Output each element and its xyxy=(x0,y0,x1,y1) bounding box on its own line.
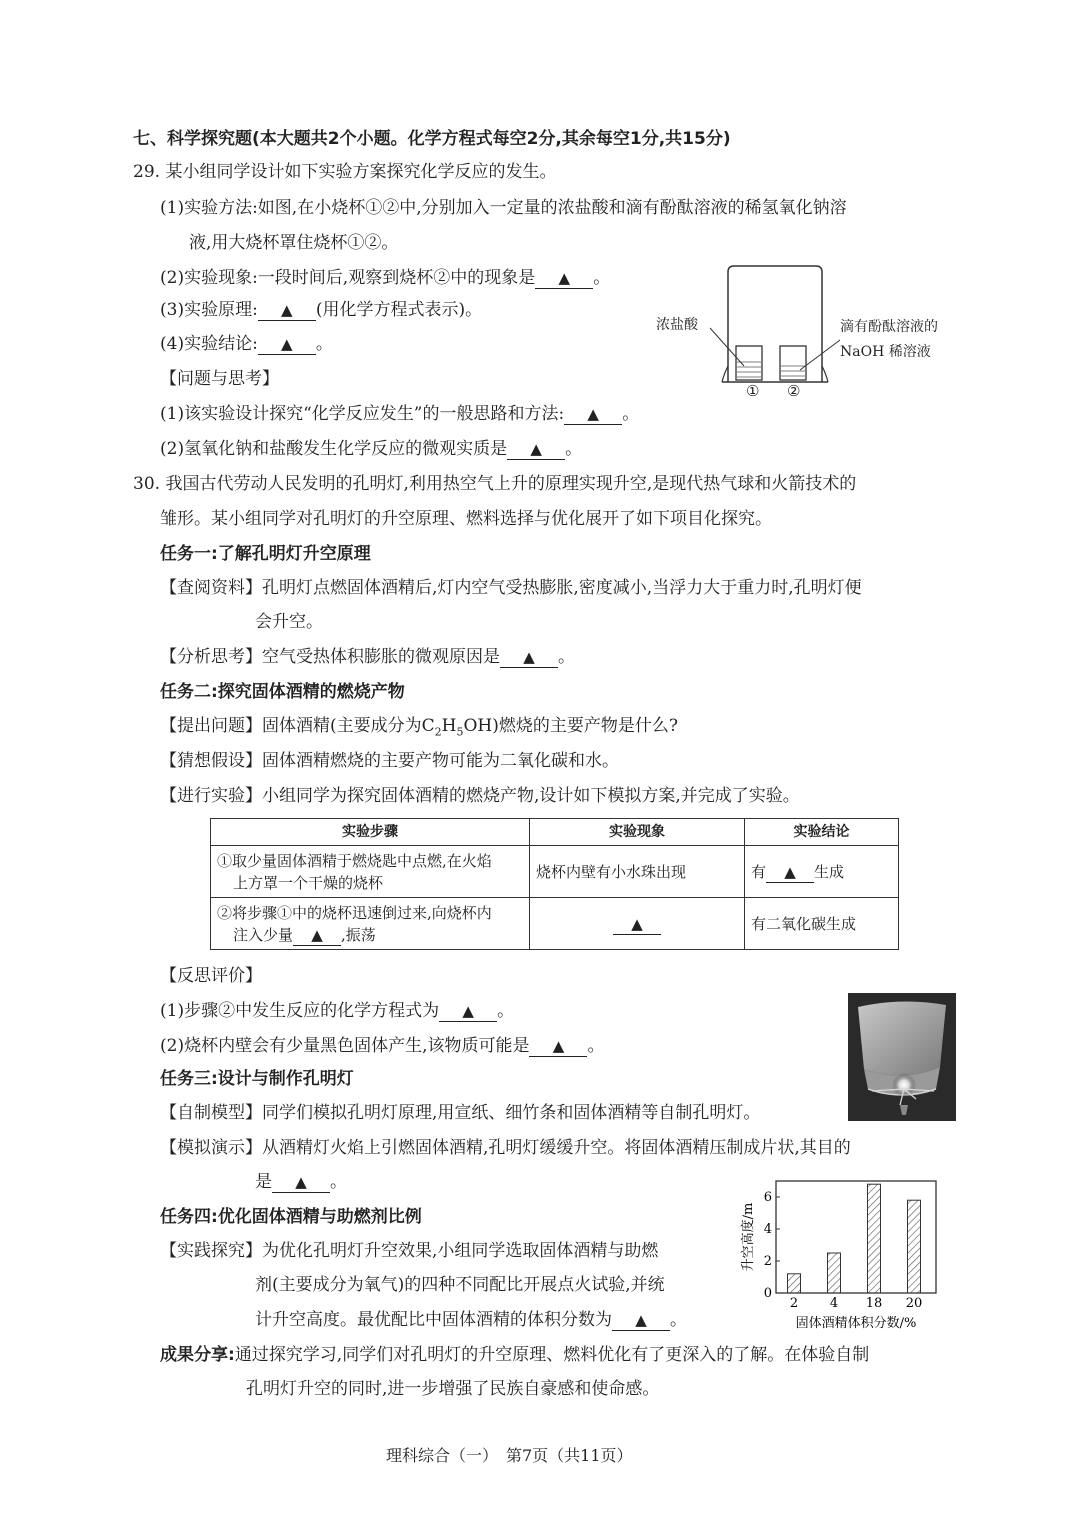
q29-conclusion-text: (4)实验结论: xyxy=(160,334,258,354)
q29-think-1-text: (1)该实验设计探究“化学反应发生”的一般思路和方法: xyxy=(160,404,565,424)
row2-step xyxy=(211,898,530,950)
experiment-text: 小组同学为探究固体酒精的燃烧产物,设计如下模拟方案,并完成了实验。 xyxy=(262,786,800,806)
practice-line-1 xyxy=(160,1239,658,1263)
blank-marker: ▲ xyxy=(558,269,570,287)
share-text-1: 通过探究学习,同学们对孔明灯的升空原理、燃料优化有了更深入的了解。在体验自制 xyxy=(234,1345,870,1365)
period: 。 xyxy=(565,439,583,459)
question-text-b: H xyxy=(441,716,457,736)
answer-blank[interactable] xyxy=(500,647,558,668)
answer-blank[interactable] xyxy=(535,268,593,289)
answer-blank[interactable] xyxy=(529,1036,587,1057)
blank-marker: ▲ xyxy=(635,1311,647,1329)
task-2-heading: 任务二:探究固体酒精的燃烧产物 xyxy=(160,682,405,702)
y-axis-label: 升空高度/m xyxy=(741,1202,756,1272)
demo-tag: 【模拟演示】 xyxy=(160,1138,262,1158)
practice-line-3 xyxy=(255,1308,687,1332)
q29-phenomenon-text: (2)实验现象:一段时间后,观察到烧杯②中的现象是 xyxy=(160,268,536,288)
blank-marker: ▲ xyxy=(631,914,643,933)
analyze-line xyxy=(160,645,575,669)
header-phenomenon: 实验现象 xyxy=(530,819,745,846)
period: 。 xyxy=(315,334,333,354)
hypothesis-line xyxy=(160,749,619,773)
row1-step xyxy=(211,846,530,898)
share-tag: 成果分享: xyxy=(160,1345,235,1365)
rise-height-bar-chart xyxy=(738,1175,950,1335)
page-footer: 理科综合（一） 第7页（共11页） xyxy=(386,1446,633,1465)
blank-marker: ▲ xyxy=(281,335,293,353)
row1-step-line1: ①取少量固体酒精于燃烧匙中点燃,在火焰 xyxy=(217,851,492,870)
blank-marker: ▲ xyxy=(587,405,599,423)
practice-tag: 【实践探究】 xyxy=(160,1241,262,1261)
bar-18 xyxy=(868,1184,881,1293)
bar-20 xyxy=(908,1200,921,1293)
x-tick-label: 4 xyxy=(829,1296,839,1311)
question-text-a: 固体酒精(主要成分为C xyxy=(262,716,435,736)
task-4-heading: 任务四:优化固体酒精与助燃剂比例 xyxy=(160,1207,422,1227)
row1-conclusion-b: 生成 xyxy=(814,862,845,881)
ref-tag: 【查阅资料】 xyxy=(160,578,262,598)
sky-lantern-photo xyxy=(848,993,956,1121)
share-line-1 xyxy=(160,1343,869,1367)
row2-step-line1: ②将步骤①中的烧杯迅速倒过来,向烧杯内 xyxy=(217,903,492,922)
row2-step-line2 xyxy=(217,924,523,946)
q29-phenomenon xyxy=(160,266,610,290)
answer-blank[interactable] xyxy=(272,1172,330,1193)
experiment-table xyxy=(210,818,899,950)
period: 。 xyxy=(593,268,611,288)
label-phenolphthalein: 滴有酚酞溶液的 xyxy=(840,319,938,335)
blank-marker: ▲ xyxy=(311,925,323,944)
label-naoh: NaOH 稀溶液 xyxy=(840,344,931,360)
practice-text-3: 计升空高度。最优配比中固体酒精的体积分数为 xyxy=(255,1310,612,1330)
x-axis-label: 固体酒精体积分数/% xyxy=(795,1316,917,1331)
period: 。 xyxy=(497,1001,515,1021)
demo-line-1 xyxy=(160,1136,851,1160)
row2-step-text-a: 注入少量 xyxy=(233,925,294,944)
q29-principle-tail: (用化学方程式表示)。 xyxy=(315,300,483,320)
experiment-tag: 【进行实验】 xyxy=(160,786,262,806)
row2-phenomenon xyxy=(530,898,745,950)
y-tick-label: 2 xyxy=(763,1254,772,1269)
row1-phenomenon: 烧杯内壁有小水珠出现 xyxy=(530,846,745,898)
q30-stem-1: 30. 我国古代劳动人民发明的孔明灯,利用热空气上升的原理实现升空,是现代热气球和火箭技术的 xyxy=(133,474,857,494)
reflect-2-text: (2)烧杯内壁会有少量黑色固体产生,该物质可能是 xyxy=(160,1036,530,1056)
header-conclusion: 实验结论 xyxy=(745,819,899,846)
share-line-2: 孔明灯升空的同时,进一步增强了民族自豪感和使命感。 xyxy=(246,1379,660,1399)
question-line xyxy=(160,714,678,744)
period: 。 xyxy=(558,647,575,667)
blank-marker: ▲ xyxy=(295,1173,307,1191)
question-tag: 【提出问题】 xyxy=(160,716,262,736)
demo-line-2 xyxy=(255,1170,347,1194)
answer-blank[interactable] xyxy=(258,300,316,321)
leader-line-left xyxy=(710,328,744,366)
demo-text-2: 是 xyxy=(255,1172,272,1192)
q29-stem: 29. 某小组同学设计如下实验方案探究化学反应的发生。 xyxy=(133,162,557,182)
y-tick-label: 4 xyxy=(763,1222,772,1237)
question-text-c: OH)燃烧的主要产物是什么? xyxy=(463,716,678,736)
subscript-5: 5 xyxy=(456,725,464,739)
ref-line-2: 会升空。 xyxy=(255,612,323,632)
blank-marker: ▲ xyxy=(523,648,535,666)
label-conc-hcl: 浓盐酸 xyxy=(656,317,698,333)
practice-line-2: 剂(主要成分为氧气)的四种不同配比开展点火试验,并统 xyxy=(255,1275,665,1295)
period: 。 xyxy=(587,1036,605,1056)
bar-4 xyxy=(828,1253,841,1293)
blank-marker: ▲ xyxy=(281,301,293,319)
q29-method-line1: (1)实验方法:如图,在小烧杯①②中,分别加入一定量的浓盐酸和滴有酚酞溶液的稀氢氧化钠溶 xyxy=(160,198,847,218)
ref-line-1 xyxy=(160,576,862,600)
q29-principle xyxy=(160,298,482,322)
answer-blank[interactable] xyxy=(439,1001,497,1022)
q29-conclusion xyxy=(160,332,333,356)
hypothesis-tag: 【猜想假设】 xyxy=(160,751,262,771)
q29-think-2 xyxy=(160,437,582,461)
blank-marker: ▲ xyxy=(784,862,796,881)
task-1-heading: 任务一:了解孔明灯升空原理 xyxy=(160,544,371,564)
task-3-heading: 任务三:设计与制作孔明灯 xyxy=(160,1069,354,1089)
answer-blank[interactable] xyxy=(507,439,565,460)
table-header-row xyxy=(211,819,899,846)
ref-text: 孔明灯点燃固体酒精后,灯内空气受热膨胀,密度减小,当浮力大于重力时,孔明灯便 xyxy=(262,578,862,598)
answer-blank[interactable] xyxy=(766,862,814,883)
demo-text: 从酒精灯火焰上引燃固体酒精,孔明灯缓缓升空。将固体酒精压制成片状,其目的 xyxy=(262,1138,851,1158)
reflect-2 xyxy=(160,1034,604,1058)
period: 。 xyxy=(670,1310,687,1330)
x-tick-label: 18 xyxy=(865,1296,883,1311)
answer-blank[interactable] xyxy=(293,925,341,946)
lantern-paper xyxy=(858,1001,946,1075)
row2-conclusion: 有二氧化碳生成 xyxy=(745,898,899,950)
answer-blank[interactable] xyxy=(612,1310,670,1331)
section-title: 七、科学探究题(本大题共2个小题。化学方程式每空2分,其余每空1分,共15分) xyxy=(133,129,731,149)
model-text: 同学们模拟孔明灯原理,用宣纸、细竹条和固体酒精等自制孔明灯。 xyxy=(262,1103,761,1123)
small-beaker-2 xyxy=(780,346,806,380)
blank-marker: ▲ xyxy=(552,1037,565,1055)
blank-marker: ▲ xyxy=(530,440,542,458)
analyze-tag: 【分析思考】 xyxy=(160,647,262,667)
period: 。 xyxy=(622,404,640,424)
table-row xyxy=(211,846,899,898)
row1-conclusion-a: 有 xyxy=(751,862,767,881)
header-step: 实验步骤 xyxy=(211,819,530,846)
hypothesis-text: 固体酒精燃烧的主要产物可能为二氧化碳和水。 xyxy=(262,751,619,771)
row1-step-line2: 上方罩一个干燥的烧杯 xyxy=(233,873,384,892)
practice-text-1: 为优化孔明灯升空效果,小组同学选取固体酒精与助燃 xyxy=(262,1241,659,1261)
q29-think-heading: 【问题与思考】 xyxy=(160,369,279,389)
blank-marker: ▲ xyxy=(462,1002,474,1020)
y-tick-label: 0 xyxy=(763,1286,772,1301)
x-tick-label: 20 xyxy=(905,1296,923,1311)
label-beaker-2: ② xyxy=(787,382,801,400)
answer-blank[interactable] xyxy=(613,914,661,935)
y-tick-label: 6 xyxy=(763,1190,772,1205)
q30-stem-2: 雏形。某小组同学对孔明灯的升空原理、燃料选择与优化展开了如下项目化探究。 xyxy=(160,509,772,529)
model-tag: 【自制模型】 xyxy=(160,1103,262,1123)
small-beaker-1 xyxy=(736,346,762,380)
q29-method-line2: 液,用大烧杯罩住烧杯①②。 xyxy=(189,233,399,253)
experiment-line xyxy=(160,784,800,808)
label-beaker-1: ① xyxy=(746,382,760,400)
x-tick-label: 2 xyxy=(789,1296,799,1311)
reflect-1-text: (1)步骤②中发生反应的化学方程式为 xyxy=(160,1001,440,1021)
answer-blank[interactable] xyxy=(258,334,316,355)
row2-step-text-b: ,振荡 xyxy=(341,925,376,944)
model-line xyxy=(160,1101,760,1125)
bar-2 xyxy=(788,1274,801,1293)
q29-think-1 xyxy=(160,402,639,426)
reflect-heading: 【反思评价】 xyxy=(160,966,262,986)
q29-principle-text: (3)实验原理: xyxy=(160,300,258,320)
q29-think-2-text: (2)氢氧化钠和盐酸发生化学反应的微观实质是 xyxy=(160,439,508,459)
flame-glow xyxy=(892,1073,916,1097)
reflect-1 xyxy=(160,999,514,1023)
period: 。 xyxy=(330,1172,347,1192)
analyze-text: 空气受热体积膨胀的微观原因是 xyxy=(262,647,500,667)
answer-blank[interactable] xyxy=(564,404,622,425)
subscript-2: 2 xyxy=(434,725,442,739)
row1-conclusion xyxy=(745,846,899,898)
table-row xyxy=(211,898,899,950)
